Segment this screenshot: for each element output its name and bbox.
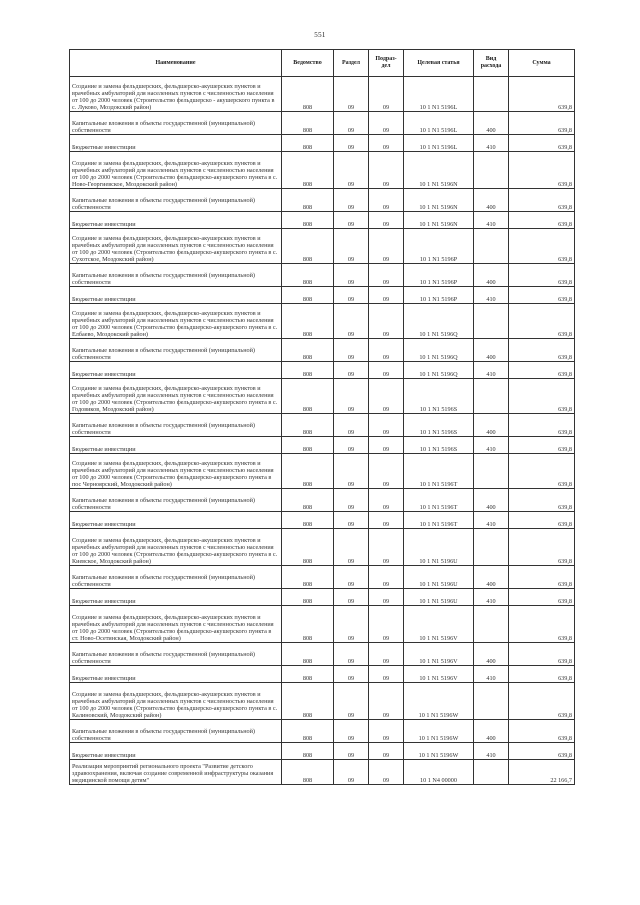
cell-ministry: 808: [282, 77, 334, 112]
cell-section: 09: [334, 643, 369, 666]
cell-expense: 400: [474, 720, 509, 743]
cell-subsection: 09: [369, 489, 404, 512]
cell-name: Создание и замена фельдшерских, фельдшерско-акушерских пунктов и врачебных амбулаторий для населенных пунктов с численностью населения от 100 до 2000 человек (Строительство фельдшерско-акушерского пункта в пос Черноярский, Моздокский район): [70, 454, 282, 489]
table-row: [70, 589, 575, 606]
cell-target: 10 1 N1 5196P: [404, 264, 474, 287]
cell-name: Бюджетные инвестиции: [70, 743, 282, 760]
cell-name: Капитальные вложения в объекты государственной (муниципальной) собственности: [70, 264, 282, 287]
cell-subsection: 09: [369, 643, 404, 666]
cell-sum: 639,8: [509, 379, 575, 414]
cell-subsection: 09: [369, 135, 404, 152]
cell-sum: 639,8: [509, 666, 575, 683]
cell-target: 10 1 N1 5196V: [404, 606, 474, 643]
cell-expense: [474, 304, 509, 339]
cell-target: 10 1 N1 5196N: [404, 152, 474, 189]
cell-ministry: 808: [282, 666, 334, 683]
cell-ministry: 808: [282, 152, 334, 189]
cell-subsection: 09: [369, 379, 404, 414]
cell-expense: 400: [474, 189, 509, 212]
cell-target: 10 1 N1 5196S: [404, 414, 474, 437]
cell-target: 10 1 N1 5196S: [404, 379, 474, 414]
cell-name: Бюджетные инвестиции: [70, 362, 282, 379]
cell-section: 09: [334, 212, 369, 229]
table-header-row: [70, 50, 575, 77]
header-sum: Сумма: [509, 50, 575, 77]
table-row: [70, 212, 575, 229]
cell-subsection: 09: [369, 189, 404, 212]
cell-sum: 639,8: [509, 589, 575, 606]
cell-expense: 410: [474, 666, 509, 683]
cell-section: 09: [334, 760, 369, 785]
cell-ministry: 808: [282, 437, 334, 454]
cell-target: 10 1 N1 5196L: [404, 112, 474, 135]
cell-sum: 639,8: [509, 529, 575, 566]
cell-ministry: 808: [282, 212, 334, 229]
cell-name: Капитальные вложения в объекты государственной (муниципальной) собственности: [70, 339, 282, 362]
cell-section: 09: [334, 287, 369, 304]
cell-section: 09: [334, 264, 369, 287]
cell-name: Создание и замена фельдшерских, фельдшерско-акушерских пунктов и врачебных амбулаторий для населенных пунктов с численностью населения от 100 до 2000 человек (Строительство фельдшерско-акушерского пункта в с. Годовиков, Моздокский район): [70, 379, 282, 414]
cell-sum: 639,8: [509, 287, 575, 304]
cell-ministry: 808: [282, 489, 334, 512]
cell-name: Капитальные вложения в объекты государственной (муниципальной) собственности: [70, 720, 282, 743]
cell-expense: 410: [474, 743, 509, 760]
header-expense: Вид расхода: [474, 50, 509, 77]
cell-expense: [474, 760, 509, 785]
cell-sum: 639,8: [509, 152, 575, 189]
cell-target: 10 1 N1 5196P: [404, 229, 474, 264]
cell-section: 09: [334, 112, 369, 135]
cell-target: 10 1 N1 5196V: [404, 666, 474, 683]
cell-expense: 410: [474, 589, 509, 606]
table-row: [70, 566, 575, 589]
table-row: [70, 529, 575, 566]
cell-subsection: 09: [369, 529, 404, 566]
cell-ministry: 808: [282, 589, 334, 606]
cell-subsection: 09: [369, 77, 404, 112]
cell-expense: [474, 229, 509, 264]
table-row: [70, 304, 575, 339]
cell-sum: 639,8: [509, 489, 575, 512]
cell-section: 09: [334, 304, 369, 339]
cell-target: 10 1 N1 5196V: [404, 643, 474, 666]
header-subsection: Подраз-дел: [369, 50, 404, 77]
cell-ministry: 808: [282, 643, 334, 666]
cell-subsection: 09: [369, 566, 404, 589]
cell-section: 09: [334, 683, 369, 720]
cell-ministry: 808: [282, 135, 334, 152]
cell-sum: 639,8: [509, 212, 575, 229]
cell-expense: 410: [474, 437, 509, 454]
header-section: Раздел: [334, 50, 369, 77]
cell-expense: 400: [474, 264, 509, 287]
table-row: [70, 643, 575, 666]
cell-section: 09: [334, 606, 369, 643]
cell-expense: 400: [474, 339, 509, 362]
table-row: [70, 512, 575, 529]
cell-subsection: 09: [369, 606, 404, 643]
cell-subsection: 09: [369, 454, 404, 489]
cell-expense: 410: [474, 135, 509, 152]
table-row: [70, 454, 575, 489]
table-row: [70, 379, 575, 414]
cell-target: 10 1 N1 5196L: [404, 135, 474, 152]
cell-ministry: 808: [282, 339, 334, 362]
cell-section: 09: [334, 566, 369, 589]
cell-sum: 22 166,7: [509, 760, 575, 785]
cell-section: 09: [334, 414, 369, 437]
cell-sum: 639,8: [509, 566, 575, 589]
cell-expense: 400: [474, 112, 509, 135]
cell-name: Создание и замена фельдшерских, фельдшерско-акушерских пунктов и врачебных амбулаторий для населенных пунктов с численностью населения от 100 до 2000 человек (Строительство фельдшерско-акушерского пункта в с. Елбаево, Моздокский район): [70, 304, 282, 339]
cell-subsection: 09: [369, 414, 404, 437]
budget-table: [69, 49, 575, 785]
cell-subsection: 09: [369, 666, 404, 683]
cell-section: 09: [334, 189, 369, 212]
cell-target: 10 1 N1 5196S: [404, 437, 474, 454]
cell-expense: 410: [474, 362, 509, 379]
cell-target: 10 1 N1 5196T: [404, 512, 474, 529]
table-row: [70, 414, 575, 437]
cell-sum: 639,8: [509, 77, 575, 112]
cell-name: Создание и замена фельдшерских, фельдшерско-акушерских пунктов и врачебных амбулаторий для населенных пунктов с численностью населения от 100 до 2000 человек (Строительство фельдшерско-акушерского пункта в с. Ново-Георгиевское, Моздокский район): [70, 152, 282, 189]
cell-section: 09: [334, 379, 369, 414]
table-row: [70, 683, 575, 720]
cell-name: Бюджетные инвестиции: [70, 135, 282, 152]
cell-name: Капитальные вложения в объекты государственной (муниципальной) собственности: [70, 189, 282, 212]
cell-expense: [474, 454, 509, 489]
cell-section: 09: [334, 512, 369, 529]
page-number: 551: [314, 31, 326, 39]
table-row: [70, 720, 575, 743]
cell-ministry: 808: [282, 743, 334, 760]
cell-name: Создание и замена фельдшерских, фельдшерско-акушерских пунктов и врачебных амбулаторий для населенных пунктов с численностью населения от 100 до 2000 человек (Строительство фельдшерско-акушерского пункта в ст. Ново-Осетинская, Моздокский район): [70, 606, 282, 643]
table-row: [70, 152, 575, 189]
cell-ministry: 808: [282, 529, 334, 566]
cell-subsection: 09: [369, 287, 404, 304]
cell-subsection: 09: [369, 264, 404, 287]
cell-target: 10 1 N1 5196U: [404, 529, 474, 566]
cell-name: Капитальные вложения в объекты государственной (муниципальной) собственности: [70, 489, 282, 512]
cell-section: 09: [334, 529, 369, 566]
cell-ministry: 808: [282, 683, 334, 720]
cell-expense: 400: [474, 489, 509, 512]
cell-ministry: 808: [282, 112, 334, 135]
cell-target: 10 1 N1 5196N: [404, 189, 474, 212]
cell-name: Капитальные вложения в объекты государственной (муниципальной) собственности: [70, 112, 282, 135]
cell-expense: 400: [474, 643, 509, 666]
cell-ministry: 808: [282, 720, 334, 743]
cell-ministry: 808: [282, 454, 334, 489]
cell-subsection: 09: [369, 720, 404, 743]
cell-target: 10 1 N1 5196U: [404, 589, 474, 606]
cell-target: 10 1 N1 5196T: [404, 454, 474, 489]
cell-target: 10 1 N1 5196U: [404, 566, 474, 589]
cell-expense: [474, 683, 509, 720]
cell-name: Капитальные вложения в объекты государственной (муниципальной) собственности: [70, 566, 282, 589]
cell-name: Бюджетные инвестиции: [70, 589, 282, 606]
table-row: [70, 606, 575, 643]
cell-sum: 639,8: [509, 643, 575, 666]
cell-ministry: 808: [282, 760, 334, 785]
table-row: [70, 362, 575, 379]
cell-sum: 639,8: [509, 229, 575, 264]
cell-sum: 639,8: [509, 437, 575, 454]
cell-target: 10 1 N1 5196W: [404, 720, 474, 743]
cell-name: Реализация мероприятий регионального проекта "Развитие детского здравоохранения, включая создание современной инфраструктуры оказания медицинской помощи детям": [70, 760, 282, 785]
table-row: [70, 229, 575, 264]
table-row: [70, 339, 575, 362]
cell-sum: 639,8: [509, 362, 575, 379]
cell-section: 09: [334, 229, 369, 264]
cell-subsection: 09: [369, 339, 404, 362]
cell-sum: 639,8: [509, 189, 575, 212]
cell-sum: 639,8: [509, 414, 575, 437]
cell-section: 09: [334, 589, 369, 606]
cell-target: 10 1 N4 00000: [404, 760, 474, 785]
table-row: [70, 666, 575, 683]
cell-target: 10 1 N1 5196P: [404, 287, 474, 304]
cell-sum: 639,8: [509, 112, 575, 135]
cell-expense: [474, 606, 509, 643]
cell-ministry: 808: [282, 362, 334, 379]
cell-ministry: 808: [282, 189, 334, 212]
cell-expense: 400: [474, 566, 509, 589]
cell-subsection: 09: [369, 589, 404, 606]
cell-section: 09: [334, 454, 369, 489]
cell-name: Бюджетные инвестиции: [70, 287, 282, 304]
cell-target: 10 1 N1 5196Q: [404, 304, 474, 339]
cell-sum: 639,8: [509, 606, 575, 643]
cell-ministry: 808: [282, 287, 334, 304]
cell-name: Создание и замена фельдшерских, фельдшерско-акушерских пунктов и врачебных амбулаторий для населенных пунктов с численностью населения от 100 до 2000 человек (Строительство фельдшерско-акушерского пункта в с. Калиновский, Моздокский район): [70, 683, 282, 720]
cell-ministry: 808: [282, 379, 334, 414]
cell-sum: 639,8: [509, 135, 575, 152]
cell-expense: 410: [474, 512, 509, 529]
cell-name: Капитальные вложения в объекты государственной (муниципальной) собственности: [70, 643, 282, 666]
cell-name: Бюджетные инвестиции: [70, 666, 282, 683]
cell-name: Бюджетные инвестиции: [70, 212, 282, 229]
cell-subsection: 09: [369, 112, 404, 135]
cell-name: Бюджетные инвестиции: [70, 512, 282, 529]
cell-ministry: 808: [282, 512, 334, 529]
cell-expense: 400: [474, 414, 509, 437]
cell-section: 09: [334, 489, 369, 512]
cell-ministry: 808: [282, 606, 334, 643]
cell-section: 09: [334, 339, 369, 362]
table-row: [70, 760, 575, 785]
cell-sum: 639,8: [509, 264, 575, 287]
cell-expense: 410: [474, 212, 509, 229]
table-row: [70, 287, 575, 304]
cell-ministry: 808: [282, 229, 334, 264]
cell-target: 10 1 N1 5196N: [404, 212, 474, 229]
cell-subsection: 09: [369, 437, 404, 454]
table-row: [70, 189, 575, 212]
cell-ministry: 808: [282, 304, 334, 339]
table-body: [70, 77, 575, 785]
cell-sum: 639,8: [509, 512, 575, 529]
cell-expense: 410: [474, 287, 509, 304]
cell-name: Создание и замена фельдшерских, фельдшерско-акушерских пунктов и врачебных амбулаторий для населенных пунктов с численностью населения от 100 до 2000 человек (Строительство фельдшерско-акушерского пункта в с. Сухотское, Моздокский район): [70, 229, 282, 264]
cell-section: 09: [334, 152, 369, 189]
cell-subsection: 09: [369, 229, 404, 264]
cell-target: 10 1 N1 5196Q: [404, 362, 474, 379]
table-row: [70, 437, 575, 454]
cell-target: 10 1 N1 5196T: [404, 489, 474, 512]
cell-section: 09: [334, 743, 369, 760]
cell-subsection: 09: [369, 683, 404, 720]
cell-target: 10 1 N1 5196W: [404, 743, 474, 760]
cell-sum: 639,8: [509, 683, 575, 720]
cell-section: 09: [334, 437, 369, 454]
cell-target: 10 1 N1 5196W: [404, 683, 474, 720]
cell-subsection: 09: [369, 743, 404, 760]
cell-sum: 639,8: [509, 339, 575, 362]
cell-subsection: 09: [369, 512, 404, 529]
cell-subsection: 09: [369, 152, 404, 189]
cell-section: 09: [334, 77, 369, 112]
cell-subsection: 09: [369, 304, 404, 339]
header-target: Целевая статья: [404, 50, 474, 77]
header-name: Наименование: [70, 50, 282, 77]
cell-sum: 639,8: [509, 720, 575, 743]
cell-expense: [474, 77, 509, 112]
cell-ministry: 808: [282, 414, 334, 437]
cell-subsection: 09: [369, 212, 404, 229]
cell-sum: 639,8: [509, 743, 575, 760]
cell-section: 09: [334, 720, 369, 743]
cell-section: 09: [334, 362, 369, 379]
cell-name: Бюджетные инвестиции: [70, 437, 282, 454]
table-row: [70, 77, 575, 112]
table-row: [70, 264, 575, 287]
cell-sum: 639,8: [509, 454, 575, 489]
cell-ministry: 808: [282, 566, 334, 589]
header-ministry: Ведомство: [282, 50, 334, 77]
cell-name: Капитальные вложения в объекты государственной (муниципальной) собственности: [70, 414, 282, 437]
table-row: [70, 489, 575, 512]
cell-expense: [474, 529, 509, 566]
table-row: [70, 743, 575, 760]
cell-subsection: 09: [369, 760, 404, 785]
table-row: [70, 135, 575, 152]
cell-target: 10 1 N1 5196L: [404, 77, 474, 112]
cell-ministry: 808: [282, 264, 334, 287]
cell-subsection: 09: [369, 362, 404, 379]
cell-section: 09: [334, 666, 369, 683]
cell-section: 09: [334, 135, 369, 152]
table-row: [70, 112, 575, 135]
cell-name: Создание и замена фельдшерских, фельдшерско-акушерских пунктов и врачебных амбулаторий для населенных пунктов с численностью населения от 100 до 2000 человек (Строительство фельдшерско - акушерского пункта в с. Луково, Моздокский район): [70, 77, 282, 112]
cell-sum: 639,8: [509, 304, 575, 339]
cell-expense: [474, 152, 509, 189]
cell-target: 10 1 N1 5196Q: [404, 339, 474, 362]
cell-name: Создание и замена фельдшерских, фельдшерско-акушерских пунктов и врачебных амбулаторий для населенных пунктов с численностью населения от 100 до 2000 человек (Строительство фельдшерско-акушерского пункта в с. Киевское, Моздокский район): [70, 529, 282, 566]
cell-expense: [474, 379, 509, 414]
